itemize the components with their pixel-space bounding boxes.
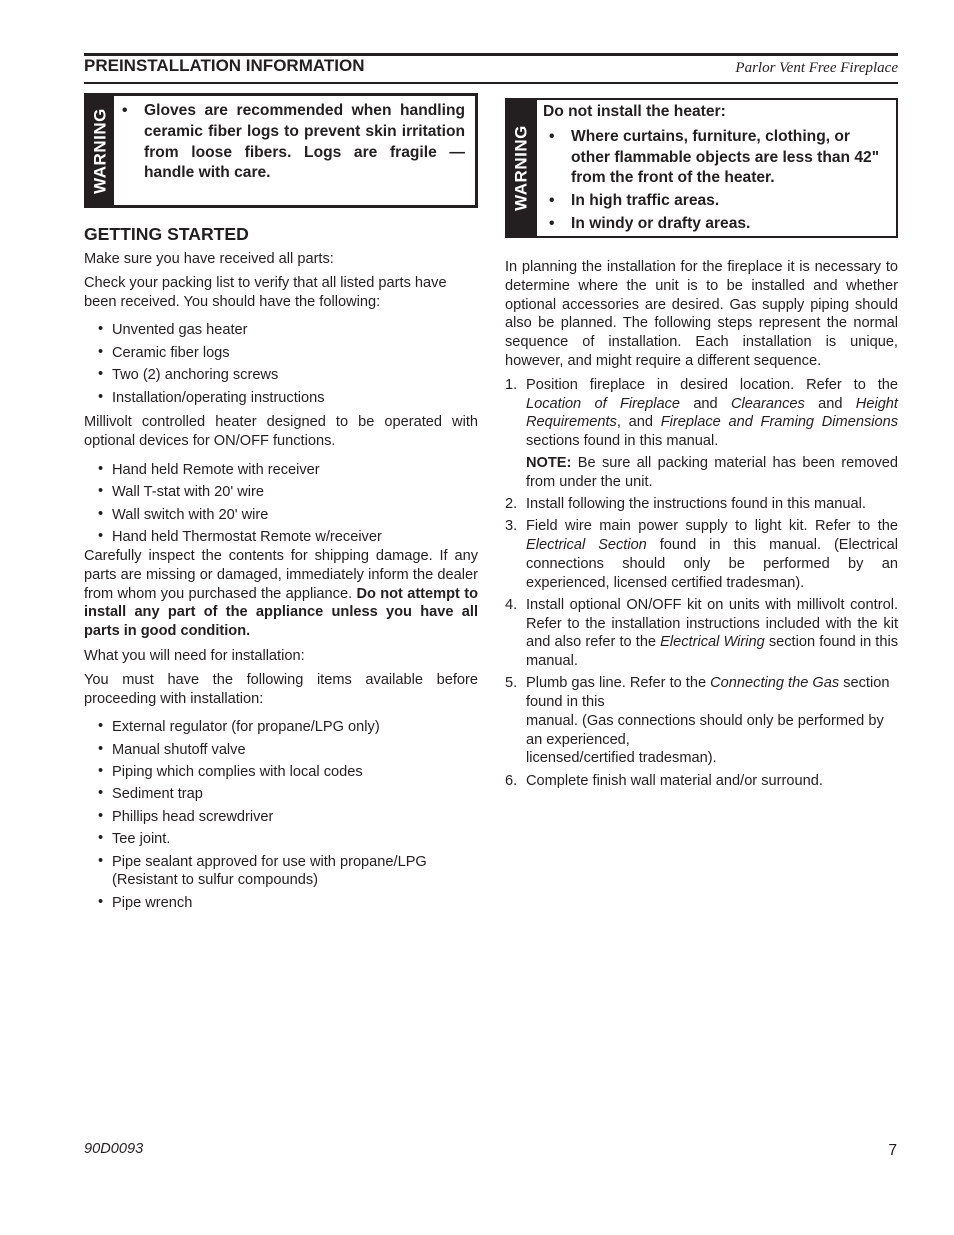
list-item: • Sediment trap <box>84 785 478 804</box>
step-text <box>526 517 898 592</box>
step-text-part: and <box>804 395 856 412</box>
step-text-part: Position fireplace in desired location. Refer to the <box>526 376 898 393</box>
note-label: NOTE: <box>526 454 572 471</box>
step-number: 4. <box>505 596 518 613</box>
inspect-paragraph <box>84 547 478 641</box>
list-item: • Hand held Remote with receiver <box>84 461 478 480</box>
step-text-part: Plumb gas line. Refer to the <box>526 675 711 692</box>
need-heading: What you will need for installation: <box>84 647 305 664</box>
step-number: 3. <box>505 518 518 535</box>
step-text-part: licensed/certified tradesman). <box>526 750 717 767</box>
planning-intro: In planning the installation for the fireplace it is necessary to determine where the unit is to be installed and whether optional accessories are desired. Gas supply piping should also be planned. The following steps represent the normal sequence of installation. Each installation is unique, however, and might require a different sequence. <box>505 259 898 369</box>
warning-box-gloves <box>84 93 478 208</box>
step-text-part: section found in this <box>526 675 890 711</box>
list-item: • Installation/operating instructions <box>84 389 478 408</box>
step-number: 2. <box>505 495 518 512</box>
warning-item: • In high traffic areas. <box>549 191 888 212</box>
warning-heading: Do not install the heater: <box>543 103 726 120</box>
step-text-part: Field wire main power supply to light kit. Refer to the <box>526 518 898 535</box>
header-rule-bottom <box>84 82 898 84</box>
inspect-bold-text: Do not attempt to install any part of the appliance unless you have all parts in good condition. <box>84 585 478 640</box>
step-text-part: section found in this manual. <box>526 634 899 670</box>
warning-list <box>543 127 888 235</box>
step-ref: Height Requirements <box>526 395 898 431</box>
millivolt-text: Millivolt controlled heater designed to be operated with optional devices for ON/OFF functions. <box>84 414 478 450</box>
warning-tab-label: WARNING <box>90 107 110 194</box>
product-name: Parlor Vent Free Fireplace <box>735 60 898 76</box>
list-item: • Wall switch with 20' wire <box>84 506 478 525</box>
list-item: • Ceramic fiber logs <box>84 344 478 363</box>
step-text-part: , and <box>616 414 661 431</box>
need-text: You must have the following items available before proceeding with installation: <box>84 671 478 707</box>
step-item <box>505 772 898 791</box>
step-item <box>505 596 898 671</box>
getting-started-heading: GETTING STARTED <box>84 224 249 244</box>
step-text-part: Install optional ON/OFF kit on units with millivolt control. Refer to the installation instructions included with the kit and also refer to the <box>526 596 898 651</box>
step-note <box>526 454 898 492</box>
warning-item: • In windy or drafty areas. <box>549 214 888 235</box>
step-text-part: and <box>680 395 731 412</box>
step-text: Install following the instructions found in this manual. <box>526 495 866 512</box>
step-text-part: manual. (Gas connections should only be performed by an experienced, <box>526 712 884 748</box>
step-number: 5. <box>505 675 518 692</box>
step-item <box>505 495 898 514</box>
list-item: • External regulator (for propane/LPG only) <box>84 718 478 737</box>
list-item: • Phillips head screwdriver <box>84 808 478 827</box>
list-item: • Tee joint. <box>84 830 478 849</box>
step-ref: Clearances <box>730 395 805 412</box>
document-number: 90D0093 <box>84 1141 144 1157</box>
step-text <box>526 376 898 451</box>
warning-body <box>114 96 475 205</box>
optional-devices-list <box>84 461 478 547</box>
warning-item: • Gloves are recommended when handling ceramic fiber logs to prevent skin irritation from loose fibers. Logs are fragile — handle with care. <box>122 101 465 184</box>
list-item: • Two (2) anchoring screws <box>84 366 478 385</box>
list-item: • Hand held Thermostat Remote w/receiver <box>84 528 478 547</box>
parts-list <box>84 321 478 407</box>
warning-body <box>537 100 896 236</box>
left-column <box>84 93 478 919</box>
warning-list <box>122 101 465 184</box>
step-text <box>526 674 898 768</box>
step-text <box>526 596 898 671</box>
list-item: • Pipe wrench <box>84 894 478 913</box>
inspect-text: Carefully inspect the contents for shipping damage. If any parts are missing or damaged, immediately inform the dealer from whom you purchased the appliance. <box>84 547 478 602</box>
right-column <box>505 98 898 794</box>
step-ref: Fireplace and Framing Dimensions <box>660 414 899 431</box>
step-ref: Electrical Wiring <box>660 634 765 651</box>
warning-item: • Where curtains, furniture, clothing, or other flammable objects are less than 42" from the front of the heater. <box>549 127 888 189</box>
warning-box-location <box>505 98 898 238</box>
step-number: 6. <box>505 772 518 789</box>
step-text: Complete finish wall material and/or surround. <box>526 772 823 789</box>
list-item: • Wall T-stat with 20' wire <box>84 483 478 502</box>
list-item: • Piping which complies with local codes <box>84 763 478 782</box>
step-ref: Connecting the Gas <box>710 675 840 692</box>
note-text: Be sure all packing material has been removed from under the unit. <box>526 454 898 490</box>
step-ref: Electrical Section <box>526 536 647 553</box>
step-number: 1. <box>505 376 518 393</box>
page-number: 7 <box>888 1142 897 1159</box>
warning-tab <box>507 100 537 236</box>
step-item <box>505 376 898 492</box>
warning-tab-label: WARNING <box>511 125 531 211</box>
step-item <box>505 517 898 592</box>
step-text-part: sections found in this manual. <box>526 433 719 450</box>
list-item: • Pipe sealant approved for use with propane/LPG (Resistant to sulfur compounds) <box>84 853 478 891</box>
step-ref: Location of Fireplace <box>526 395 680 412</box>
warning-tab <box>87 96 114 205</box>
list-item: • Manual shutoff valve <box>84 741 478 760</box>
packing-list-text: Check your packing list to verify that all listed parts have been received. You should have the following: <box>84 274 447 310</box>
list-item: • Unvented gas heater <box>84 321 478 340</box>
tools-list <box>84 718 478 912</box>
step-item <box>505 674 898 768</box>
parts-intro: Make sure you have received all parts: <box>84 251 334 267</box>
step-text-part: found in this manual. (Electrical connections should only be performed by an experienced, licensed certified tradesman). <box>526 536 899 591</box>
installation-steps <box>505 376 898 791</box>
section-title: PREINSTALLATION INFORMATION <box>84 56 365 75</box>
